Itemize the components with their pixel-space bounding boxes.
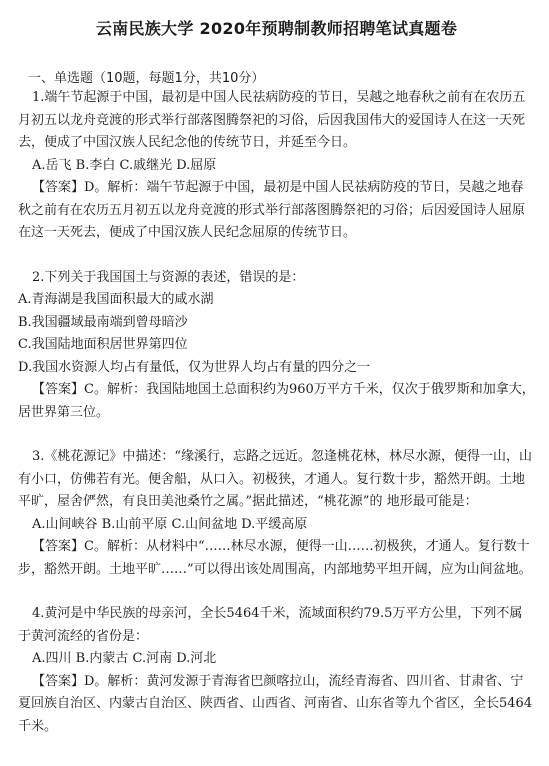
question-1	[18, 87, 535, 245]
question-options: A.四川 B.内蒙古 C.河南 D.河北	[32, 651, 217, 666]
answer-explanation: 【答案】D。解析：黄河发源于青海省巴颜喀拉山，流经青海省、四川省、甘肃省、宁夏回族自治区、内蒙古自治区、陕西省、山西省、河南省、山东省等九个省区，全长5464千米。	[18, 673, 533, 734]
question-stem: 4.黄河是中华民族的母亲河，全长5464千米，流域面积约79.5万平方公里，下列不属于黄河流经的省份是：	[18, 606, 523, 644]
answer-explanation: 【答案】C。解析：我国陆地国土总面积约为960万平方千米，仅次于俄罗斯和加拿大，居世界第三位。	[18, 382, 535, 420]
section-heading: 一、单选题（10题，每题1分，共10分）	[28, 71, 265, 86]
answer-explanation: 【答案】D。解析：端午节起源于中国，最初是中国人民祛病防疫的节日，吴越之地春秋之前有在农历五月初五以龙舟竞渡的形式举行部落图腾祭祀的习俗；后因爱国诗人屈原在这一天死去，便成了中国汉族人民纪念屈原的传统节日。	[18, 180, 526, 240]
question-option: B.我国疆域最南端到曾母暗沙	[18, 314, 188, 330]
spacer	[18, 245, 535, 267]
answer-explanation: 【答案】C。解析：从材料中“……林尽水源，便得一山……初极狭，才通人。复行数十步，豁然开朗。土地平旷……”可以得出该处周围高，内部地势平坦开阔，应为山间盆地。	[18, 539, 532, 577]
page-title: 云南民族大学 2020年预聘制教师招聘笔试真题卷	[95, 19, 458, 38]
spacer	[18, 424, 535, 446]
question-option: D.我国水资源人均占有量低，仅为世界人均占有量的四分之一	[18, 359, 371, 375]
question-stem: 2.下列关于我国国土与资源的表述，错误的是：	[32, 269, 305, 285]
question-stem: 3.《桃花源记》中描述：“缘溪行，忘路之远近。忽逢桃花林，林尽水源，便得一山，山有小口，仿佛若有光。便舍船，从口入。初极狭，才通人。复行数十步，豁然开朗。土地平旷，屋舍俨然，有良田美池桑竹之属。”据此描述，“桃花源”的 地形最可能是：	[18, 449, 533, 509]
question-option: A.青海湖是我国面积最大的咸水湖	[18, 292, 214, 307]
question-3	[18, 446, 535, 581]
question-stem: 1.端午节起源于中国，最初是中国人民祛病防疫的节日，吴越之地春秋之前有在农历五月初五以龙舟竞渡的形式举行部落图腾祭祀的习俗，后因我国伟大的爱国诗人在这一天死去，便成了中国汉族人民纪念他的传统节日，并延至今日。	[18, 90, 526, 150]
spacer	[18, 581, 535, 603]
question-option: C.我国陆地面积居世界第四位	[18, 337, 188, 352]
question-options: A.山间峡谷 B.山前平原 C.山间盆地 D.平缓高原	[32, 516, 308, 532]
question-2	[18, 267, 535, 425]
question-4	[18, 603, 535, 738]
question-options: A.岳飞 B.李白 C.戚继光 D.屈原	[32, 157, 217, 173]
